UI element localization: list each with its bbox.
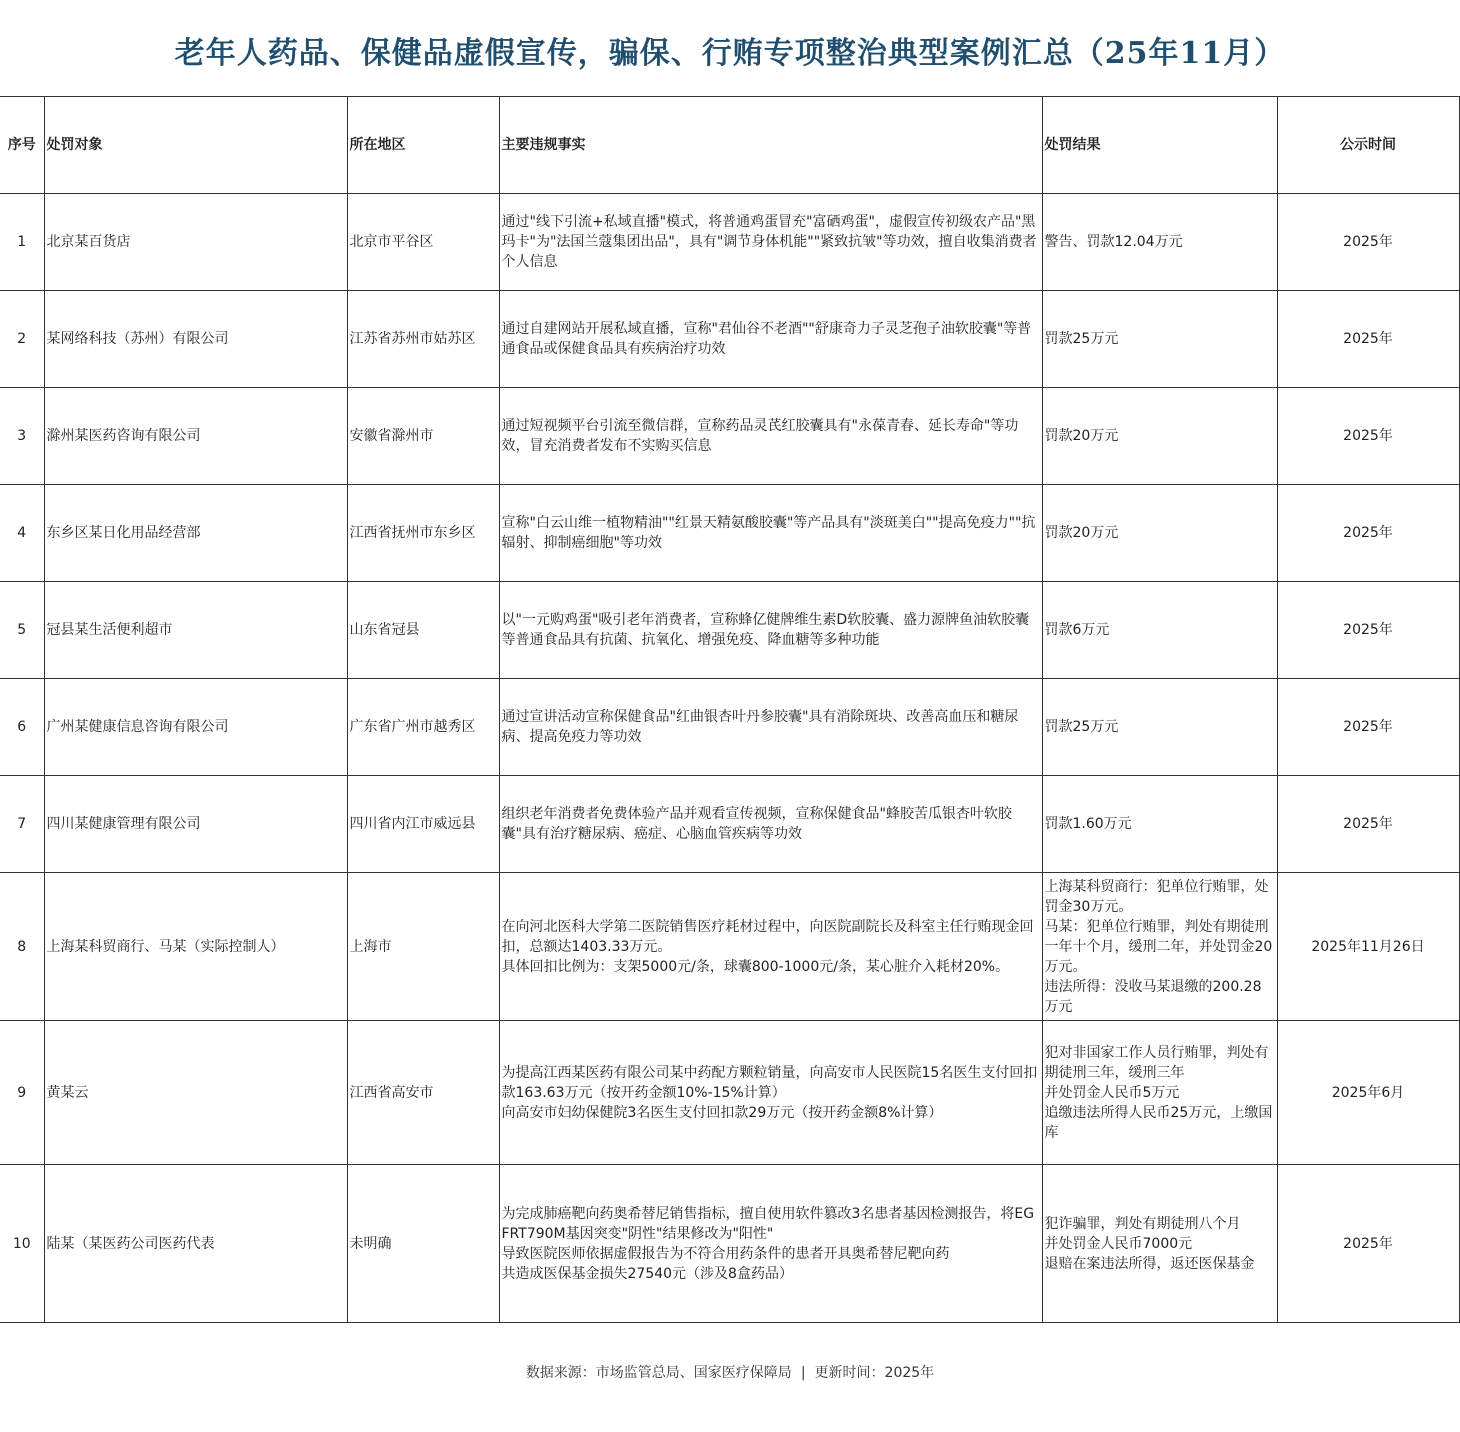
header-penalty: 处罚结果: [1042, 97, 1277, 194]
region: 江苏省苏州市姑苏区: [347, 291, 499, 388]
penalty-target: 上海某科贸商行、马某（实际控制人）: [44, 873, 347, 1021]
penalty-line: 犯对非国家工作人员行贿罪，判处有期徒刑三年，缓刑三年: [1044, 1044, 1269, 1081]
penalty-target: 四川某健康管理有限公司: [44, 776, 347, 873]
penalty-line: 罚款20万元: [1044, 428, 1119, 444]
fact-line: 共造成医保基金损失27540元（涉及8盒药品）: [501, 1265, 793, 1282]
region: 北京市平谷区: [347, 194, 499, 291]
table-header-row: [0, 97, 1459, 194]
table-row: [0, 291, 1459, 388]
penalty-target: 黄某云: [44, 1021, 347, 1165]
fact-line: 组织老年消费者免费体验产品并观看宣传视频，宣称保健食品"蜂胶苦瓜银杏叶软胶囊"具有治疗糖尿病、癌症、心脑血管疾病等功效: [501, 806, 1012, 842]
row-number: 9: [0, 1021, 44, 1165]
penalty-target: 陆某（某医药公司医药代表: [44, 1165, 347, 1323]
fact-line: 通过"线下引流+私域直播"模式，将普通鸡蛋冒充"富硒鸡蛋"，虚假宣传初级农产品"黑玛卡"为"法国兰蔻集团出品"，具有"调节身体机能""紧致抗皱"等功效，擅自收集消费者个人信息: [501, 214, 1037, 270]
violation-facts: [499, 1165, 1042, 1323]
row-number: 5: [0, 582, 44, 679]
penalty-target: 北京某百货店: [44, 194, 347, 291]
publish-date: 2025年: [1277, 1165, 1459, 1323]
publish-date: 2025年11月26日: [1277, 873, 1459, 1021]
header-date: 公示时间: [1277, 97, 1459, 194]
penalty-line: 罚款25万元: [1044, 719, 1119, 735]
region: 安徽省滁州市: [347, 388, 499, 485]
publish-date: 2025年6月: [1277, 1021, 1459, 1165]
violation-facts: [499, 582, 1042, 679]
header-no: 序号: [0, 97, 44, 194]
fact-line: 向高安市妇幼保健院3名医生支付回扣款29万元（按开药金额8%计算）: [501, 1104, 943, 1121]
violation-facts: [499, 873, 1042, 1021]
cases-table: [0, 96, 1460, 1323]
penalty-line: 警告、罚款12.04万元: [1044, 234, 1183, 250]
penalty-target: 某网络科技（苏州）有限公司: [44, 291, 347, 388]
penalty-target: 滁州某医药咨询有限公司: [44, 388, 347, 485]
penalty-line: 罚款6万元: [1044, 622, 1110, 638]
region: 上海市: [347, 873, 499, 1021]
region: 江西省高安市: [347, 1021, 499, 1165]
fact-line: 在向河北医科大学第二医院销售医疗耗材过程中，向医院副院长及科室主任行贿现金回扣，总额达1403.33万元。: [501, 918, 1034, 955]
page-title: 老年人药品、保健品虚假宣传，骗保、行贿专项整治典型案例汇总（25年11月）: [174, 36, 1286, 71]
region: 四川省内江市威远县: [347, 776, 499, 873]
violation-facts: [499, 485, 1042, 582]
violation-facts: [499, 388, 1042, 485]
penalty-line: 并处罚金人民币7000元: [1044, 1235, 1193, 1252]
violation-facts: [499, 776, 1042, 873]
region: 山东省冠县: [347, 582, 499, 679]
penalty-result: [1042, 1021, 1277, 1165]
violation-facts: [499, 291, 1042, 388]
penalty-line: 犯诈骗罪，判处有期徒刑八个月: [1044, 1215, 1241, 1232]
penalty-result: [1042, 679, 1277, 776]
fact-line: 为提高江西某医药有限公司某中药配方颗粒销量，向高安市人民医院15名医生支付回扣款163.63万元（按开药金额10%-15%计算）: [501, 1064, 1038, 1101]
fact-line: 以"一元购鸡蛋"吸引老年消费者，宣称蜂亿健牌维生素D软胶囊、盛力源牌鱼油软胶囊等普通食品具有抗菌、抗氧化、增强免疫、降血糖等多种功能: [501, 612, 1030, 648]
penalty-result: [1042, 873, 1277, 1021]
fact-line: 为完成肺癌靶向药奥希替尼销售指标，擅自使用软件篡改3名患者基因检测报告，将EGFRT790M基因突变"阴性"结果修改为"阳性": [501, 1205, 1035, 1242]
violation-facts: [499, 1021, 1042, 1165]
data-source: 数据来源：市场监管总局、国家医疗保障局: [525, 1365, 792, 1381]
penalty-result: [1042, 194, 1277, 291]
table-row: [0, 485, 1459, 582]
publish-date: 2025年: [1277, 194, 1459, 291]
table-row: [0, 873, 1459, 1021]
row-number: 10: [0, 1165, 44, 1323]
table-row: [0, 388, 1459, 485]
penalty-line: 违法所得：没收马某退缴的200.28万元: [1044, 978, 1262, 1015]
fact-line: 导致医院医师依据虚假报告为不符合用药条件的患者开具奥希替尼靶向药: [501, 1245, 950, 1262]
penalty-line: 罚款1.60万元: [1044, 816, 1132, 832]
penalty-line: 追缴违法所得人民币25万元，上缴国库: [1044, 1104, 1273, 1141]
row-number: 7: [0, 776, 44, 873]
header-region: 所在地区: [347, 97, 499, 194]
violation-facts: [499, 194, 1042, 291]
penalty-target: 冠县某生活便利超市: [44, 582, 347, 679]
table-row: [0, 776, 1459, 873]
penalty-result: [1042, 485, 1277, 582]
table-row: [0, 582, 1459, 679]
publish-date: 2025年: [1277, 679, 1459, 776]
fact-line: 通过宣讲活动宣称保健食品"红曲银杏叶丹参胶囊"具有消除斑块、改善高血压和糖尿病、提高免疫力等功效: [501, 709, 1019, 745]
row-number: 1: [0, 194, 44, 291]
row-number: 6: [0, 679, 44, 776]
footer: [0, 1362, 1460, 1382]
publish-date: 2025年: [1277, 388, 1459, 485]
region: 广东省广州市越秀区: [347, 679, 499, 776]
fact-line: 通过自建网站开展私域直播，宣称"君仙谷不老酒""舒康奇力子灵芝孢子油软胶囊"等普通食品或保健食品具有疾病治疗功效: [501, 321, 1032, 357]
penalty-line: 罚款20万元: [1044, 525, 1119, 541]
publish-date: 2025年: [1277, 485, 1459, 582]
region: 未明确: [347, 1165, 499, 1323]
penalty-result: [1042, 582, 1277, 679]
penalty-result: [1042, 291, 1277, 388]
publish-date: 2025年: [1277, 291, 1459, 388]
penalty-result: [1042, 388, 1277, 485]
region: 江西省抚州市东乡区: [347, 485, 499, 582]
penalty-result: [1042, 1165, 1277, 1323]
table-row: [0, 1021, 1459, 1165]
row-number: 4: [0, 485, 44, 582]
penalty-line: 退赔在案违法所得，返还医保基金: [1044, 1255, 1255, 1272]
penalty-result: [1042, 776, 1277, 873]
footer-separator: |: [800, 1365, 806, 1381]
publish-date: 2025年: [1277, 776, 1459, 873]
penalty-line: 罚款25万元: [1044, 331, 1119, 347]
penalty-target: 广州某健康信息咨询有限公司: [44, 679, 347, 776]
fact-line: 通过短视频平台引流至微信群，宣称药品灵芪红胶囊具有"永葆青春、延长寿命"等功效，冒充消费者发布不实购买信息: [501, 418, 1019, 454]
row-number: 8: [0, 873, 44, 1021]
penalty-line: 马某：犯单位行贿罪，判处有期徒刑一年十个月，缓刑二年，并处罚金20万元。: [1044, 918, 1273, 975]
violation-facts: [499, 679, 1042, 776]
penalty-line: 并处罚金人民币5万元: [1044, 1084, 1180, 1101]
fact-line: 具体回扣比例为：支架5000元/条，球囊800-1000元/条，某心脏介入耗材20%。: [501, 958, 1010, 975]
row-number: 3: [0, 388, 44, 485]
header-target: 处罚对象: [44, 97, 347, 194]
table-row: [0, 679, 1459, 776]
publish-date: 2025年: [1277, 582, 1459, 679]
penalty-target: 东乡区某日化用品经营部: [44, 485, 347, 582]
row-number: 2: [0, 291, 44, 388]
header-facts: 主要违规事实: [499, 97, 1042, 194]
update-time: 更新时间：2025年: [814, 1365, 935, 1381]
table-row: [0, 1165, 1459, 1323]
penalty-line: 上海某科贸商行：犯单位行贿罪，处罚金30万元。: [1044, 878, 1269, 915]
fact-line: 宣称"白云山维一植物精油""红景天精氨酸胶囊"等产品具有"淡斑美白""提高免疫力""抗辐射、抑制癌细胞"等功效: [501, 515, 1036, 551]
table-row: [0, 194, 1459, 291]
